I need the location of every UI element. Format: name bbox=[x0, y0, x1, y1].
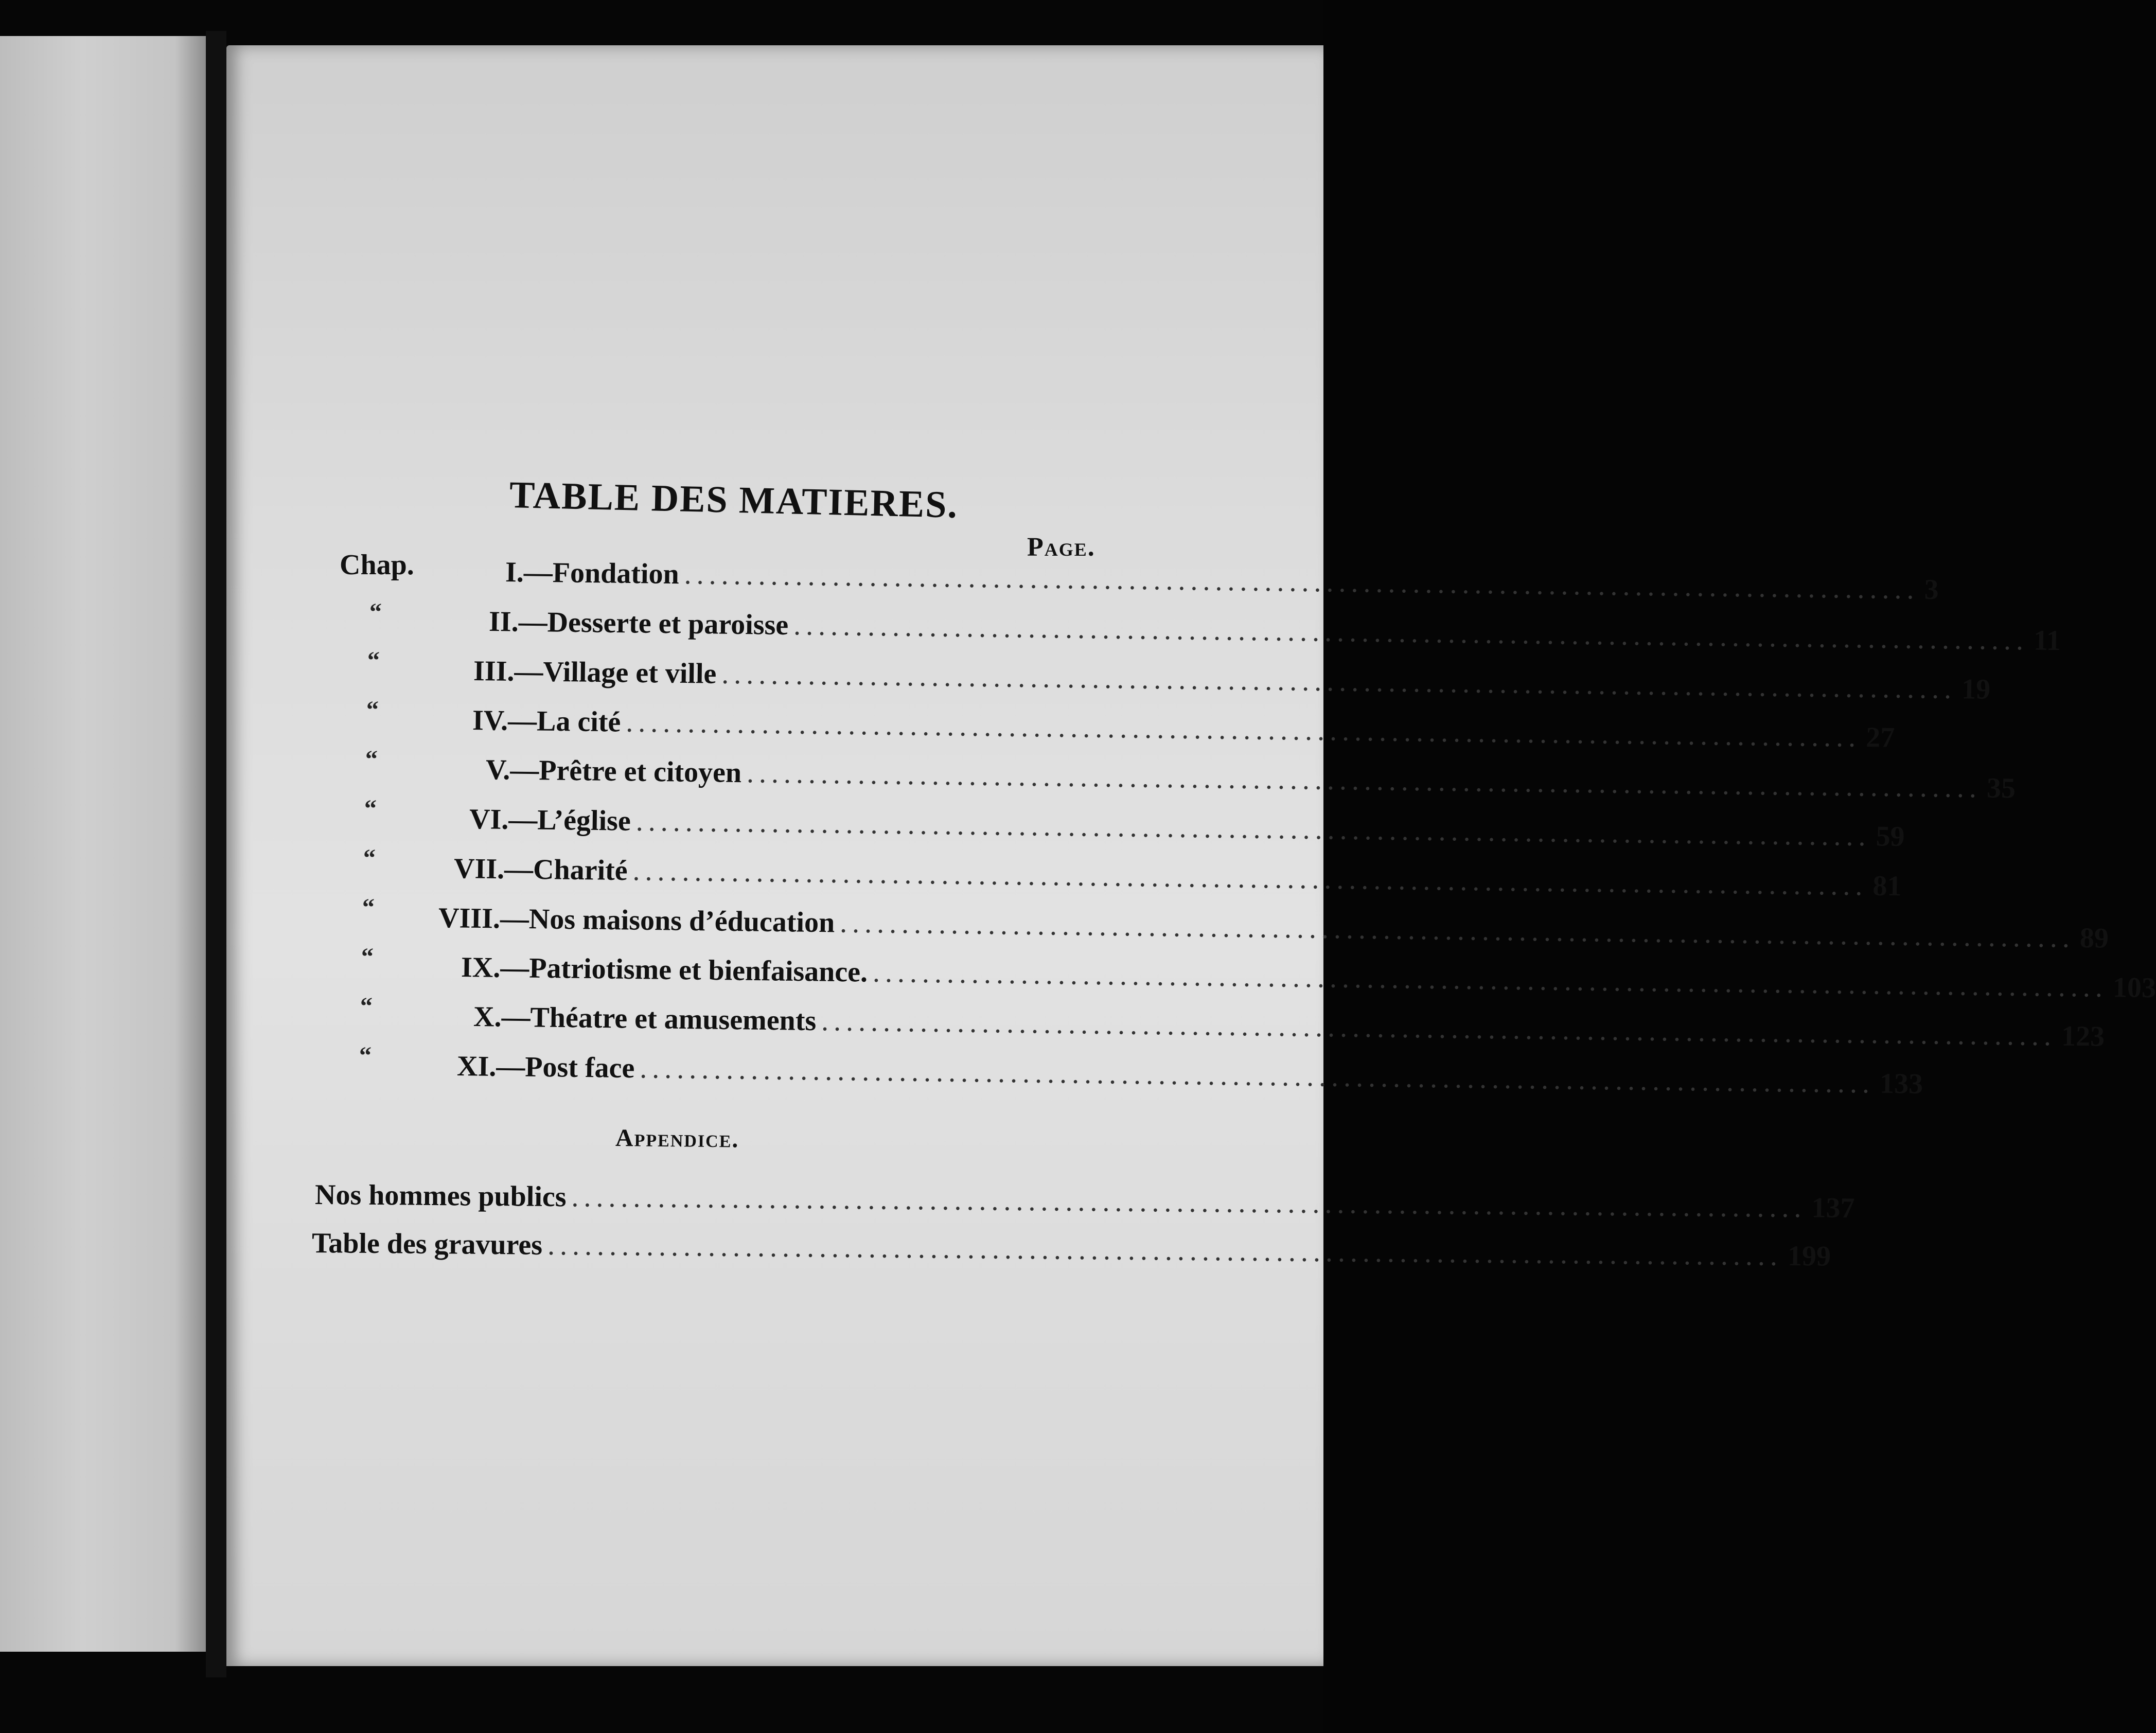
appendix-entry-page: 137 bbox=[1811, 1192, 1855, 1225]
dot-leader: .................................................................................................... bbox=[571, 1181, 1807, 1224]
dot-leader: .................................................................................................... bbox=[547, 1229, 1783, 1272]
toc-entry-page: 89 bbox=[2079, 922, 2109, 954]
dot-leader: .................................................................................................... bbox=[821, 1005, 2057, 1052]
toc-entry-title: XI.—Post face bbox=[456, 1050, 635, 1085]
dot-leader: .................................................................................................... bbox=[721, 658, 1957, 705]
toc-entry-9 bbox=[461, 951, 2156, 1004]
toc-entry-page: 59 bbox=[1876, 820, 1905, 853]
ditto-mark: “ bbox=[367, 647, 380, 674]
toc-entry-title: VII.—Charité bbox=[453, 853, 628, 887]
toc-entry-title: X.—Théatre et amusements bbox=[473, 1001, 817, 1037]
toc-entry-title: IX.—Patriotisme et bienfaisance. bbox=[461, 951, 868, 988]
left-page-edge bbox=[0, 36, 206, 1652]
dot-leader: .................................................................................................... bbox=[793, 609, 2029, 657]
toc-entry-2 bbox=[488, 605, 2061, 657]
toc-entry-page: 27 bbox=[1865, 721, 1895, 754]
book-gutter bbox=[206, 31, 226, 1677]
dot-leader: .................................................................................................... bbox=[872, 956, 2108, 1004]
toc-entry-10 bbox=[473, 1000, 2105, 1053]
toc-entry-title: VIII.—Nos maisons d’éducation bbox=[438, 902, 835, 939]
toc-entry-page: 123 bbox=[2061, 1020, 2105, 1053]
ditto-mark: “ bbox=[366, 696, 379, 723]
toc-entry-4 bbox=[472, 704, 1895, 754]
dot-leader: .................................................................................................... bbox=[746, 757, 1982, 804]
appendix-entry-2 bbox=[311, 1227, 1831, 1275]
appendix-entry-title: Nos hommes publics bbox=[314, 1179, 567, 1213]
toc-entry-page: 19 bbox=[1961, 673, 1991, 706]
ditto-mark: “ bbox=[364, 795, 377, 822]
dot-leader: .................................................................................................... bbox=[839, 907, 2075, 954]
ditto-mark: “ bbox=[363, 844, 376, 872]
dot-leader: .................................................................................................... bbox=[625, 706, 1861, 753]
toc-entry-page: 3 bbox=[1924, 573, 1939, 606]
dot-leader: .................................................................................................... bbox=[632, 855, 1868, 902]
appendix-entry-title: Table des gravures bbox=[311, 1227, 543, 1261]
ditto-mark: “ bbox=[359, 1042, 372, 1069]
toc-entry-page: 133 bbox=[1879, 1067, 1923, 1100]
ditto-mark: “ bbox=[360, 993, 373, 1020]
toc-entry-page: 11 bbox=[2033, 624, 2061, 657]
page-title: TABLE DES MATIERES. bbox=[509, 474, 959, 526]
toc-entry-7 bbox=[453, 852, 1902, 903]
toc-entry-title: VI.—L’église bbox=[469, 803, 631, 837]
dot-leader: .................................................................................................... bbox=[635, 805, 1871, 853]
toc-entry-title: IV.—La cité bbox=[472, 704, 621, 738]
toc-entry-11 bbox=[456, 1050, 1923, 1100]
appendix-heading: Appendice. bbox=[615, 1124, 739, 1153]
ditto-mark: “ bbox=[365, 746, 378, 773]
toc-entry-3 bbox=[473, 655, 1991, 706]
toc-entry-page: 103 bbox=[2112, 971, 2156, 1004]
chapter-column-label: Chap. bbox=[340, 549, 414, 581]
ditto-mark: “ bbox=[362, 894, 375, 921]
toc-entry-1 bbox=[505, 556, 1939, 606]
appendix-entry-page: 199 bbox=[1787, 1240, 1831, 1272]
toc-entry-title: I.—Fondation bbox=[505, 556, 680, 591]
toc-entry-5 bbox=[485, 753, 2016, 805]
dot-leader: .................................................................................................... bbox=[684, 558, 1919, 606]
toc-entry-page: 81 bbox=[1872, 870, 1902, 903]
toc-entry-6 bbox=[469, 803, 1905, 853]
toc-entry-title: III.—Village et ville bbox=[473, 655, 717, 690]
toc-entry-title: II.—Desserte et paroisse bbox=[488, 606, 789, 642]
page-column-label: Page. bbox=[1027, 533, 1095, 562]
toc-entry-title: V.—Prêtre et citoyen bbox=[485, 754, 742, 789]
appendix-entry-1 bbox=[314, 1178, 1855, 1226]
toc-entry-page: 35 bbox=[1986, 772, 2016, 805]
ditto-mark: “ bbox=[361, 943, 374, 970]
ditto-mark: “ bbox=[369, 598, 382, 626]
toc-entry-8 bbox=[438, 901, 2109, 954]
dot-leader: .................................................................................................... bbox=[639, 1052, 1875, 1100]
